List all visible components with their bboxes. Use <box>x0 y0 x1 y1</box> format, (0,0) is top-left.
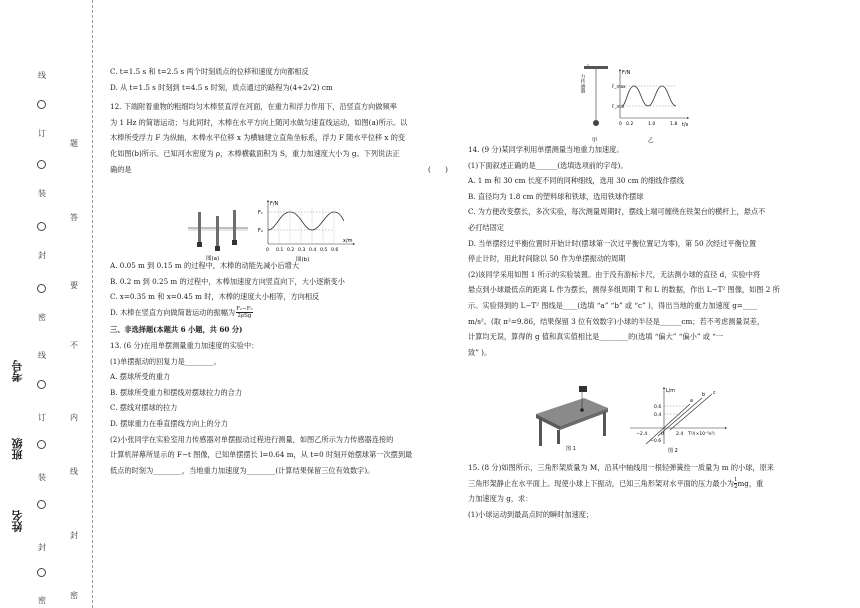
figure-b-x-tick: 0.4 <box>309 248 317 253</box>
figure-b-x-axis: x/m <box>343 238 353 244</box>
figure-yi-x-tick: 1.8 <box>670 122 678 127</box>
q14-part2: 悬点到小球最低点的距离 L 作为摆长，测得多组周期 T 和 L 的数据，作出 L−T² 图像，如图 2 所 <box>468 285 780 295</box>
q12-option-a: A. 0.05 m 到 0.15 m 的过程中，木棒的动能先减小后增大 <box>110 261 300 270</box>
q14-option-a: A. 1 m 和 30 cm 长度不同的同种细线，选用 30 cm 的细线作摆线 <box>468 176 684 186</box>
q15-fraction: $\frac{1}{2}$ <box>733 477 738 491</box>
q13-part1: (1)单摆振动的回复力是________。 <box>110 356 221 366</box>
figure-b-y-axis: F/N <box>270 201 279 207</box>
right-column <box>468 142 780 360</box>
figure-jia-label: 甲 <box>592 138 598 144</box>
q12-stem: 化如图(b)所示。已知河水密度为 ρ，木棒横截面积为 S，重力加速度大小为 g。下列说法正 <box>110 148 400 158</box>
exam-number-label: 考号 <box>11 360 24 382</box>
figure-2-y-tick: 0.4 <box>654 413 662 418</box>
figure-2-line-label: a <box>690 399 693 404</box>
q14-part2: 示。实验得到的 L−T² 图线是____(选填 “a” “b” 或 “c” )，得出当地的重力加速度 g=____ <box>468 300 758 310</box>
binding-mark: 封 <box>38 543 46 552</box>
figure-2-line-label: c <box>713 391 716 396</box>
figure-yi-label: 乙 <box>648 138 654 144</box>
q12-stem: 木棒所受浮力 F 为纵轴，木棒水平位移 x 为横轴建立直角坐标系，浮力 F 随水平位移 x 的变 <box>110 133 406 143</box>
figure-jia <box>572 62 612 144</box>
q13-part2: 计算机屏幕所显示的 F−t 图像，已知单摆摆长 l=0.64 m，从 t=0 时刻开始摆球第一次摆到最 <box>110 450 413 460</box>
force-sensor-label: 力传感器 <box>579 74 585 94</box>
q14-part1: (1)下面叙述正确的是______(选填选项前的字母)。 <box>468 160 628 170</box>
figure-b <box>254 198 360 264</box>
q12-stem: 12. 下端附着重物的粗细均匀木棒竖直浮在河面，在重力和浮力作用下，沿竖直方向做频率 <box>110 102 397 112</box>
q14-option-d: D. 当单摆经过平衡位置时开始计时(摆球第一次过平衡位置记为零)，第 50 次经过平衡位置 <box>468 238 757 248</box>
q14-option-c: 必打结固定 <box>468 222 504 232</box>
binding-inner-mark: 不 <box>70 341 78 350</box>
binding-mark: 密 <box>38 313 46 322</box>
binding-hole <box>37 160 46 169</box>
figure-yi-y-axis: F/N <box>622 70 631 76</box>
left-column <box>110 64 448 177</box>
binding-cut-line <box>92 0 93 608</box>
right-column-lower <box>468 460 774 522</box>
figure-b-x-tick: 0.2 <box>287 248 295 253</box>
q12-option-c: C. x=0.35 m 和 x=0.45 m 时，木棒的速度大小相等，方向相反 <box>110 292 320 302</box>
binding-mark: 线 <box>38 71 46 80</box>
figure-b-x-tick: 0 <box>266 248 269 253</box>
figure-2-line-label: b <box>702 393 706 398</box>
binding-inner-mark: 封 <box>70 531 78 540</box>
binding-mark: 密 <box>38 596 46 605</box>
q14-option-b: B. 直径均为 1.8 cm 的塑料球和铁球，选用铁球作摆球 <box>468 191 644 201</box>
figure-2-y-tick: 0.6 <box>654 405 662 410</box>
binding-inner-mark: 答 <box>70 213 78 222</box>
binding-hole <box>37 380 46 389</box>
binding-inner-mark: 要 <box>70 281 78 290</box>
q14-part2: 计算均无误，算得的 g 值和真实值相比是________的(选填 “偏大” “偏小” 或 “一 <box>468 332 724 342</box>
figure-2-caption: 图 2 <box>668 448 678 454</box>
binding-margin <box>0 0 92 608</box>
name-label: 姓名 <box>11 510 24 532</box>
binding-mark: 封 <box>38 251 46 260</box>
figure-yi-x-tick: 1.0 <box>648 122 656 127</box>
figure-2-x-axis: T²/(×10⁻²s²) <box>688 432 715 437</box>
figure-a-caption: 图(a) <box>206 256 220 262</box>
q13-stem: 13. (6 分)在用单摆测量重力加速度的实验中： <box>110 340 259 350</box>
figure-b-x-tick: 0.6 <box>331 248 339 253</box>
figure-a <box>186 206 250 262</box>
q11-option-c: C. t=1.5 s 和 t=2.5 s 两个时刻质点的位移和速度方向都相反 <box>110 67 309 76</box>
figure-b-x-tick: 0.3 <box>298 248 306 253</box>
figure-yi-x-tick: 0 <box>619 122 622 127</box>
q13-part2: (2)小张同学在实验室用力传感器对单摆振动过程进行测量，如图乙所示为力传感器连接的 <box>110 434 394 444</box>
figure-yi-y-tick: F_min <box>612 104 625 109</box>
figure-2-x-minus: −0.6 <box>650 439 662 444</box>
figure-b-x-tick: 0.1 <box>276 248 284 253</box>
binding-hole <box>37 568 46 577</box>
figure-yi-y-tick: F_max <box>612 84 626 89</box>
figure-b-y-tick: F₁ <box>258 210 263 216</box>
binding-hole <box>37 500 46 509</box>
q12-stem: 为 1 Hz 的简谐运动；与此同时，木棒在水平方向上随河水做匀速直线运动，如图(a)所示。以 <box>110 117 408 127</box>
q15-stem: 15. (8 分)如图所示，三角形架质量为 M，沿其中轴线用一根轻弹簧拴一质量为 m 的小球，原来 <box>468 463 774 472</box>
figure-yi-x-tick: 0.2 <box>626 122 634 127</box>
binding-inner-mark: 题 <box>70 139 78 148</box>
figure-b-caption: 图(b) <box>296 257 310 263</box>
binding-mark: 线 <box>38 351 46 360</box>
q12-option-b: B. 0.2 m 到 0.25 m 的过程中，木棒加速度方向竖直向下，大小逐渐变小 <box>110 276 345 286</box>
q13-option-b: B. 摆球所受重力和摆线对摆球拉力的合力 <box>110 387 243 397</box>
q13-option-a: A. 摆球所受的重力 <box>110 372 171 382</box>
binding-inner-mark: 内 <box>70 413 78 422</box>
figure-2 <box>620 384 732 456</box>
q15-part1: (1)小球运动到最高点时的瞬时加速度； <box>468 509 594 519</box>
q13-option-c: C. 摆线对摆球的拉力 <box>110 403 178 413</box>
figure-yi <box>612 66 692 146</box>
q11-option-d: D. 从 t=1.5 s 时刻到 t=4.5 s 时刻，质点通过的路程为(4+2√2) cm <box>110 82 333 92</box>
figure-b-y-tick: F₂ <box>258 228 263 234</box>
binding-hole <box>37 284 46 293</box>
q14-part2: (2)该同学采用如图 1 所示的实验装置。由于没有游标卡尺，无法测小球的直径 d，实验中将 <box>468 269 761 279</box>
q13-part2: 低点的时刻为________，当地重力加速度为________(计算结果保留三位有效数字)。 <box>110 465 375 475</box>
q15-stem: 力加速度为 g，求： <box>468 494 533 504</box>
q14-option-d: 停止计时，用此时间除以 50 作为单摆振动的周期 <box>468 254 626 264</box>
figure-2-x-tick: −2.4 <box>636 432 648 437</box>
binding-mark: 装 <box>38 473 46 482</box>
figure-1 <box>530 384 612 454</box>
class-label: 班级 <box>11 438 24 460</box>
figure-yi-x-axis: t/s <box>682 122 689 128</box>
binding-inner-mark: 线 <box>70 467 78 476</box>
left-column-lower <box>110 258 412 478</box>
q14-part2: m/s²。(取 π²=9.86，结果保留 3 位有效数字)小球的半径是______cm；若不考虑测量误差， <box>468 316 765 326</box>
q12-option-d: D. 木棒在竖直方向做简谐运动的振幅为 F₁−F₂ 2ρSg <box>110 306 253 320</box>
binding-mark: 装 <box>38 189 46 198</box>
binding-mark: 订 <box>38 129 46 138</box>
binding-mark: 订 <box>38 413 46 422</box>
q12-stem: 确的是 ( ) <box>110 162 407 178</box>
figure-2-x-tick: 2.4 <box>676 432 684 437</box>
figure-2-x-tick: 0 <box>661 432 664 437</box>
q13-option-d: D. 摆球重力在垂直摆线方向上的分力 <box>110 418 228 428</box>
q14-part2: 致” )。 <box>468 347 492 357</box>
binding-hole <box>37 222 46 231</box>
figure-2-y-axis: L/m <box>666 389 675 394</box>
q15-stem: 三角形架静止在水平面上。现使小球上下振动，已知三角形架对水平面的压力最小为 $\frac{1}{2}$ mg，重 <box>468 477 764 491</box>
answer-bracket: ( ) <box>428 164 448 174</box>
amplitude-fraction: F₁−F₂ 2ρSg <box>236 306 253 320</box>
q14-option-c: C. 为方便改变摆长，多次实验，每次测量周期时，摆线上端可缠绕在铁架台的横杆上，悬点不 <box>468 207 766 217</box>
binding-hole <box>37 440 46 449</box>
q14-stem: 14. (9 分)某同学利用单摆测量当地重力加速度。 <box>468 145 624 154</box>
figure-1-caption: 图 1 <box>566 446 576 452</box>
figure-b-x-tick: 0.5 <box>320 248 328 253</box>
binding-hole <box>37 100 46 109</box>
section-heading: 三、非选择题(本题共 6 小题，共 60 分) <box>110 325 243 335</box>
binding-inner-mark: 密 <box>70 591 78 600</box>
